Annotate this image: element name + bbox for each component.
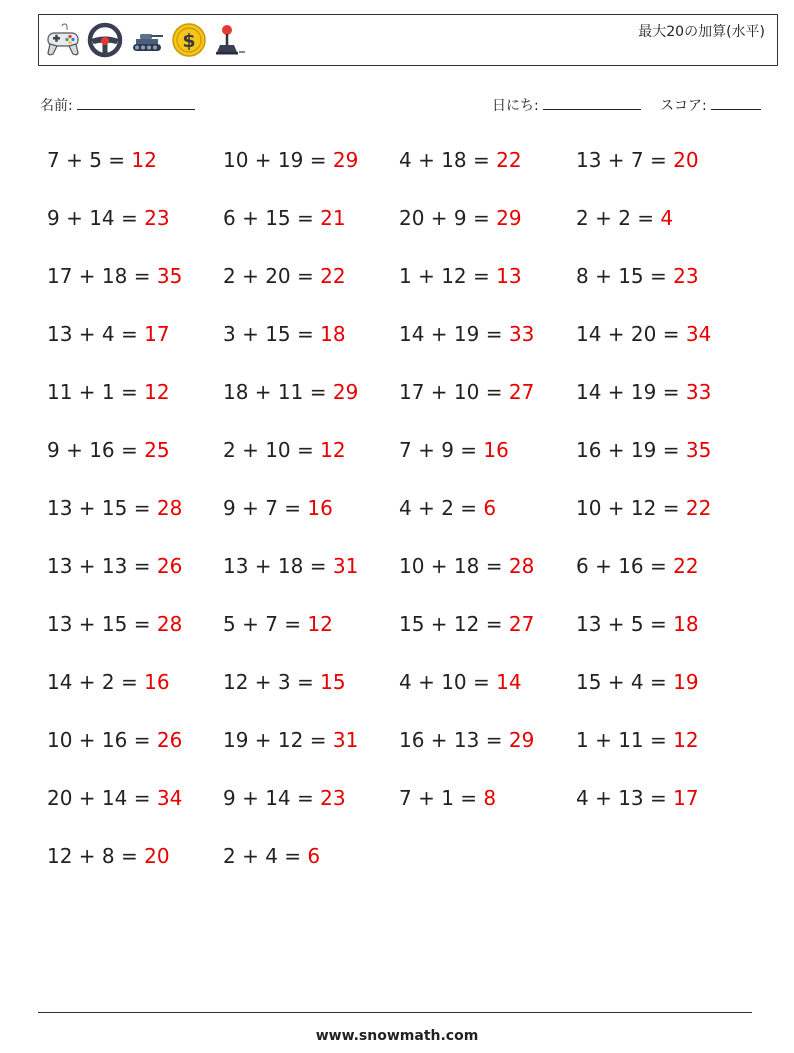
problem-item [399,496,496,520]
header-icons [45,22,249,58]
name-blank [77,95,195,110]
problem-question: 10 + 16 = [47,728,157,752]
problem-question: 1 + 12 = [399,264,497,288]
problem-item [47,612,182,636]
problem-item [399,612,534,636]
problem-item [47,496,182,520]
problem-item [47,438,170,462]
problem-question: 10 + 18 = [399,554,509,578]
problem-item [223,670,346,694]
problem-question: 4 + 2 = [399,496,484,520]
problem-answer: 12 [307,612,333,636]
problem-item [223,728,358,752]
problem-item [223,496,333,520]
problem-item [576,438,711,462]
problem-item [223,206,346,230]
problem-answer: 34 [685,322,712,346]
problem-item [399,554,534,578]
problem-answer: 8 [483,786,497,810]
date-blank [543,95,641,110]
problem-question: 5 + 7 = [223,612,308,636]
problem-question: 2 + 4 = [223,844,308,868]
problem-question: 13 + 13 = [47,554,157,578]
problem-item [399,438,509,462]
problem-answer: 35 [156,264,183,288]
problem-question: 14 + 19 = [576,380,686,404]
steering-wheel-icon [87,22,123,58]
problem-answer: 29 [332,148,359,172]
problem-item [47,670,170,694]
problem-item [223,148,358,172]
problem-item [47,380,170,404]
problem-question: 2 + 20 = [223,264,321,288]
problem-question: 9 + 14 = [47,206,145,230]
problem-item [47,786,182,810]
problem-question: 7 + 5 = [47,148,132,172]
problem-question: 13 + 15 = [47,496,157,520]
problem-item [47,322,170,346]
problem-item [399,380,534,404]
problem-item [223,264,346,288]
problem-answer: 6 [307,844,321,868]
problem-answer: 26 [156,728,183,752]
problem-answer: 31 [332,728,359,752]
problem-item [223,844,320,868]
problem-answer: 29 [496,206,522,230]
problem-question: 20 + 9 = [399,206,497,230]
worksheet-title: 最大20の加算(水平) [638,24,765,40]
problem-answer: 23 [673,264,699,288]
problem-question: 13 + 18 = [223,554,333,578]
name-field [40,95,195,115]
problem-question: 14 + 2 = [47,670,145,694]
problem-question: 2 + 2 = [576,206,661,230]
problem-answer: 22 [685,496,712,520]
problem-question: 9 + 14 = [223,786,321,810]
problem-item [576,670,699,694]
problem-question: 13 + 5 = [576,612,674,636]
joystick-icon [213,22,249,58]
problem-item [399,670,522,694]
problem-question: 4 + 18 = [399,148,497,172]
date-label: 日にち: [492,98,539,114]
problem-item [576,728,699,752]
problem-item [576,554,699,578]
problem-item [47,264,182,288]
svg-text:$: $ [182,30,196,52]
problem-answer: 13 [496,264,522,288]
problem-question: 12 + 8 = [47,844,145,868]
problem-question: 17 + 18 = [47,264,157,288]
problem-answer: 15 [320,670,346,694]
problem-answer: 27 [508,380,535,404]
problem-item [223,612,333,636]
score-label: スコア: [660,98,707,114]
problem-answer: 28 [156,496,183,520]
problem-answer: 20 [144,844,170,868]
problem-item [47,206,170,230]
footer-website: www.snowmath.com [315,1028,479,1044]
problem-answer: 20 [673,148,699,172]
problem-item [223,786,346,810]
problem-question: 13 + 7 = [576,148,674,172]
problem-answer: 6 [483,496,497,520]
score-blank [711,95,761,110]
problem-answer: 12 [673,728,699,752]
problem-item [576,264,699,288]
problem-question: 4 + 13 = [576,786,674,810]
problem-question: 17 + 10 = [399,380,509,404]
problem-question: 13 + 15 = [47,612,157,636]
problem-answer: 25 [144,438,170,462]
problem-question: 7 + 1 = [399,786,484,810]
problem-answer: 17 [673,786,699,810]
problem-answer: 29 [508,728,535,752]
problem-answer: 22 [673,554,699,578]
problem-question: 13 + 4 = [47,322,145,346]
problem-item [399,264,522,288]
problem-item [47,148,157,172]
problem-answer: 33 [685,380,712,404]
problem-answer: 23 [144,206,170,230]
problem-question: 16 + 19 = [576,438,686,462]
problem-answer: 12 [320,438,346,462]
date-field [492,95,641,115]
problem-question: 20 + 14 = [47,786,157,810]
problem-item [399,148,522,172]
problem-answer: 16 [483,438,509,462]
problem-question: 2 + 10 = [223,438,321,462]
problem-answer: 27 [508,612,535,636]
problem-answer: 26 [156,554,183,578]
problem-question: 12 + 3 = [223,670,321,694]
problem-answer: 28 [508,554,535,578]
problem-question: 15 + 4 = [576,670,674,694]
problem-answer: 16 [307,496,333,520]
problem-question: 14 + 20 = [576,322,686,346]
problem-item [576,612,699,636]
problem-answer: 33 [508,322,535,346]
problem-item [576,206,673,230]
name-label: 名前: [40,98,73,114]
problem-answer: 31 [332,554,359,578]
problem-item [223,554,358,578]
problem-answer: 18 [673,612,699,636]
problem-item [576,380,711,404]
problem-question: 10 + 19 = [223,148,333,172]
problem-answer: 16 [144,670,170,694]
problem-answer: 21 [320,206,346,230]
problem-question: 10 + 12 = [576,496,686,520]
problem-item [399,786,496,810]
problem-item [576,148,699,172]
score-field [660,95,761,115]
problem-answer: 35 [685,438,712,462]
dollar-coin-icon [171,22,207,58]
problem-item [399,322,534,346]
problem-item [47,554,182,578]
problem-answer: 4 [660,206,674,230]
problem-answer: 29 [332,380,359,404]
problem-question: 7 + 9 = [399,438,484,462]
problem-item [576,496,711,520]
problem-question: 11 + 1 = [47,380,145,404]
problem-item [47,728,182,752]
problem-answer: 28 [156,612,183,636]
problem-item [399,206,522,230]
problem-answer: 22 [496,148,522,172]
problem-question: 19 + 12 = [223,728,333,752]
problem-question: 18 + 11 = [223,380,333,404]
problem-question: 9 + 16 = [47,438,145,462]
problem-answer: 19 [673,670,699,694]
problem-question: 4 + 10 = [399,670,497,694]
footer-divider [38,1012,752,1013]
problem-question: 6 + 15 = [223,206,321,230]
problem-question: 9 + 7 = [223,496,308,520]
problem-question: 1 + 11 = [576,728,674,752]
problem-answer: 22 [320,264,346,288]
problem-item [223,322,346,346]
problem-item [576,322,711,346]
tank-icon [129,22,165,58]
problem-answer: 18 [320,322,346,346]
problem-item [223,438,346,462]
problem-answer: 12 [144,380,170,404]
problem-item [223,380,358,404]
problem-question: 16 + 13 = [399,728,509,752]
problem-answer: 34 [156,786,183,810]
problem-answer: 23 [320,786,346,810]
problem-question: 6 + 16 = [576,554,674,578]
problem-answer: 17 [144,322,170,346]
problem-item [47,844,170,868]
problem-item [399,728,534,752]
problem-question: 8 + 15 = [576,264,674,288]
problem-question: 3 + 15 = [223,322,321,346]
worksheet-header [38,14,778,66]
problem-question: 15 + 12 = [399,612,509,636]
problem-question: 14 + 19 = [399,322,509,346]
gamepad-icon [45,22,81,58]
problem-answer: 12 [131,148,157,172]
problem-item [576,786,699,810]
problem-answer: 14 [496,670,522,694]
